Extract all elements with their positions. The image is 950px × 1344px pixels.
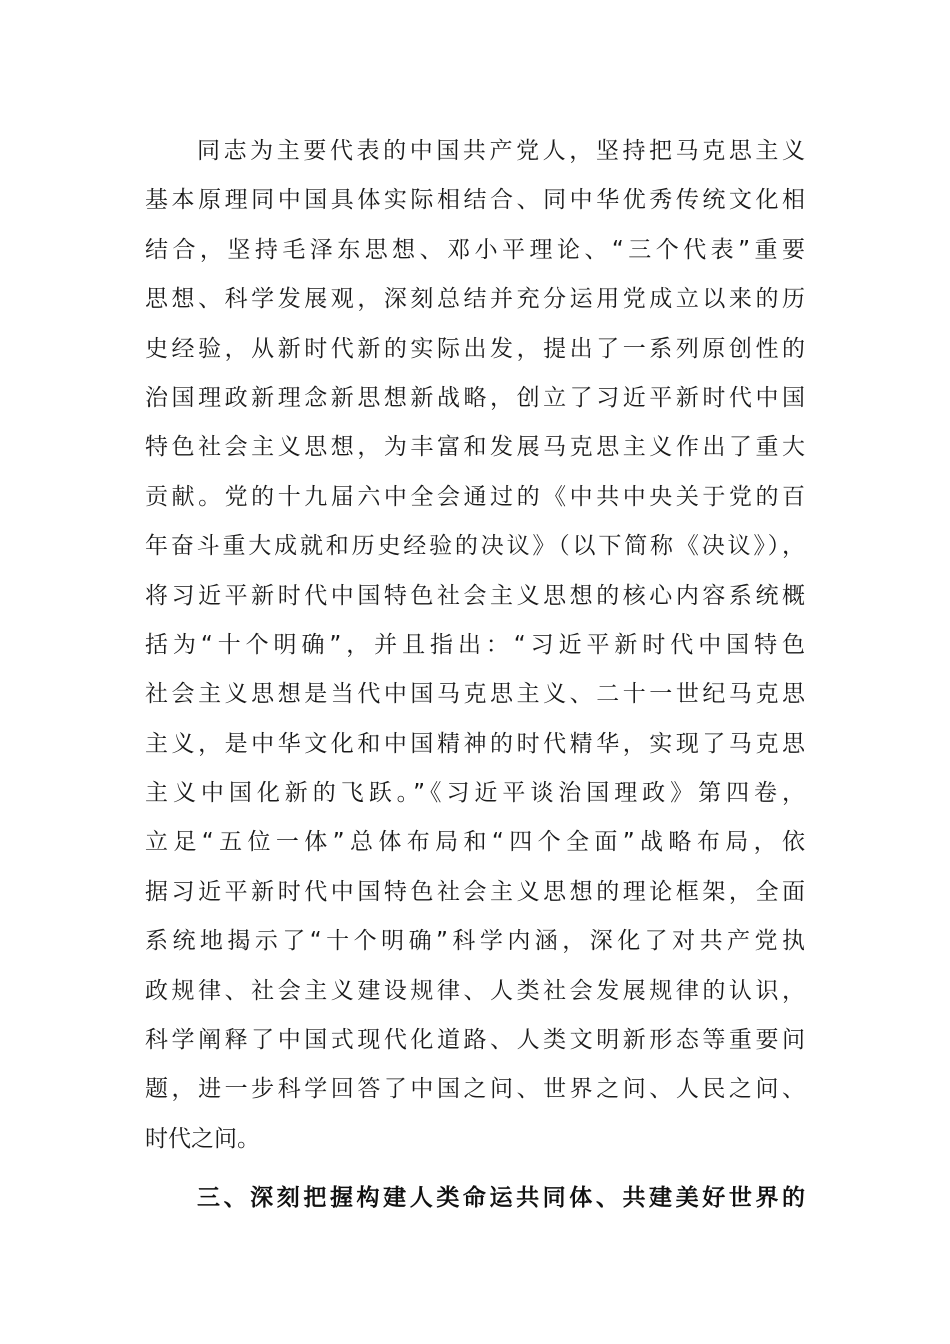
paragraph-line: 思想、科学发展观，深刻总结并充分运用党成立以来的历 — [145, 286, 805, 313]
paragraph-line: 立足“五位一体”总体布局和“四个全面”战略布局，依 — [145, 829, 805, 856]
paragraph-line: 政规律、社会主义建设规律、人类社会发展规律的认识， — [145, 977, 805, 1004]
paragraph-line: 贡献。党的十九届六中全会通过的《中共中央关于党的百 — [145, 483, 805, 510]
paragraph-line: 结合，坚持毛泽东思想、邓小平理论、“三个代表”重要 — [145, 236, 805, 263]
paragraph-line: 时代之问。 — [145, 1125, 260, 1152]
paragraph-line: 系统地揭示了“十个明确”科学内涵，深化了对共产党执 — [145, 928, 805, 955]
paragraph-line: 主义中国化新的飞跃。”《习近平谈治国理政》第四卷， — [145, 780, 805, 807]
paragraph-line: 特色社会主义思想，为丰富和发展马克思主义作出了重大 — [145, 434, 805, 461]
paragraph-line: 将习近平新时代中国特色社会主义思想的核心内容系统概 — [145, 582, 805, 609]
body-paragraph — [145, 127, 805, 1164]
paragraph-line: 科学阐释了中国式现代化道路、人类文明新形态等重要问 — [145, 1027, 805, 1054]
paragraph-line: 治国理政新理念新思想新战略，创立了习近平新时代中国 — [145, 384, 805, 411]
section-heading: 三、深刻把握构建人类命运共同体、共建美好世界的 — [197, 1185, 805, 1211]
paragraph-line: 年奋斗重大成就和历史经验的决议》（以下简称《决议》）， — [145, 533, 805, 560]
paragraph-line: 题，进一步科学回答了中国之问、世界之问、人民之问、 — [145, 1076, 805, 1103]
paragraph-line: 同志为主要代表的中国共产党人，坚持把马克思主义 — [197, 138, 805, 164]
paragraph-line: 基本原理同中国具体实际相结合、同中华优秀传统文化相 — [145, 187, 805, 214]
paragraph-line: 社会主义思想是当代中国马克思主义、二十一世纪马克思 — [145, 681, 805, 708]
paragraph-line: 括为“十个明确”，并且指出：“习近平新时代中国特色 — [145, 631, 805, 658]
paragraph-line: 主义，是中华文化和中国精神的时代精华，实现了马克思 — [145, 730, 805, 757]
paragraph-line: 据习近平新时代中国特色社会主义思想的理论框架，全面 — [145, 878, 805, 905]
paragraph-line: 史经验，从新时代新的实际出发，提出了一系列原创性的 — [145, 335, 805, 362]
